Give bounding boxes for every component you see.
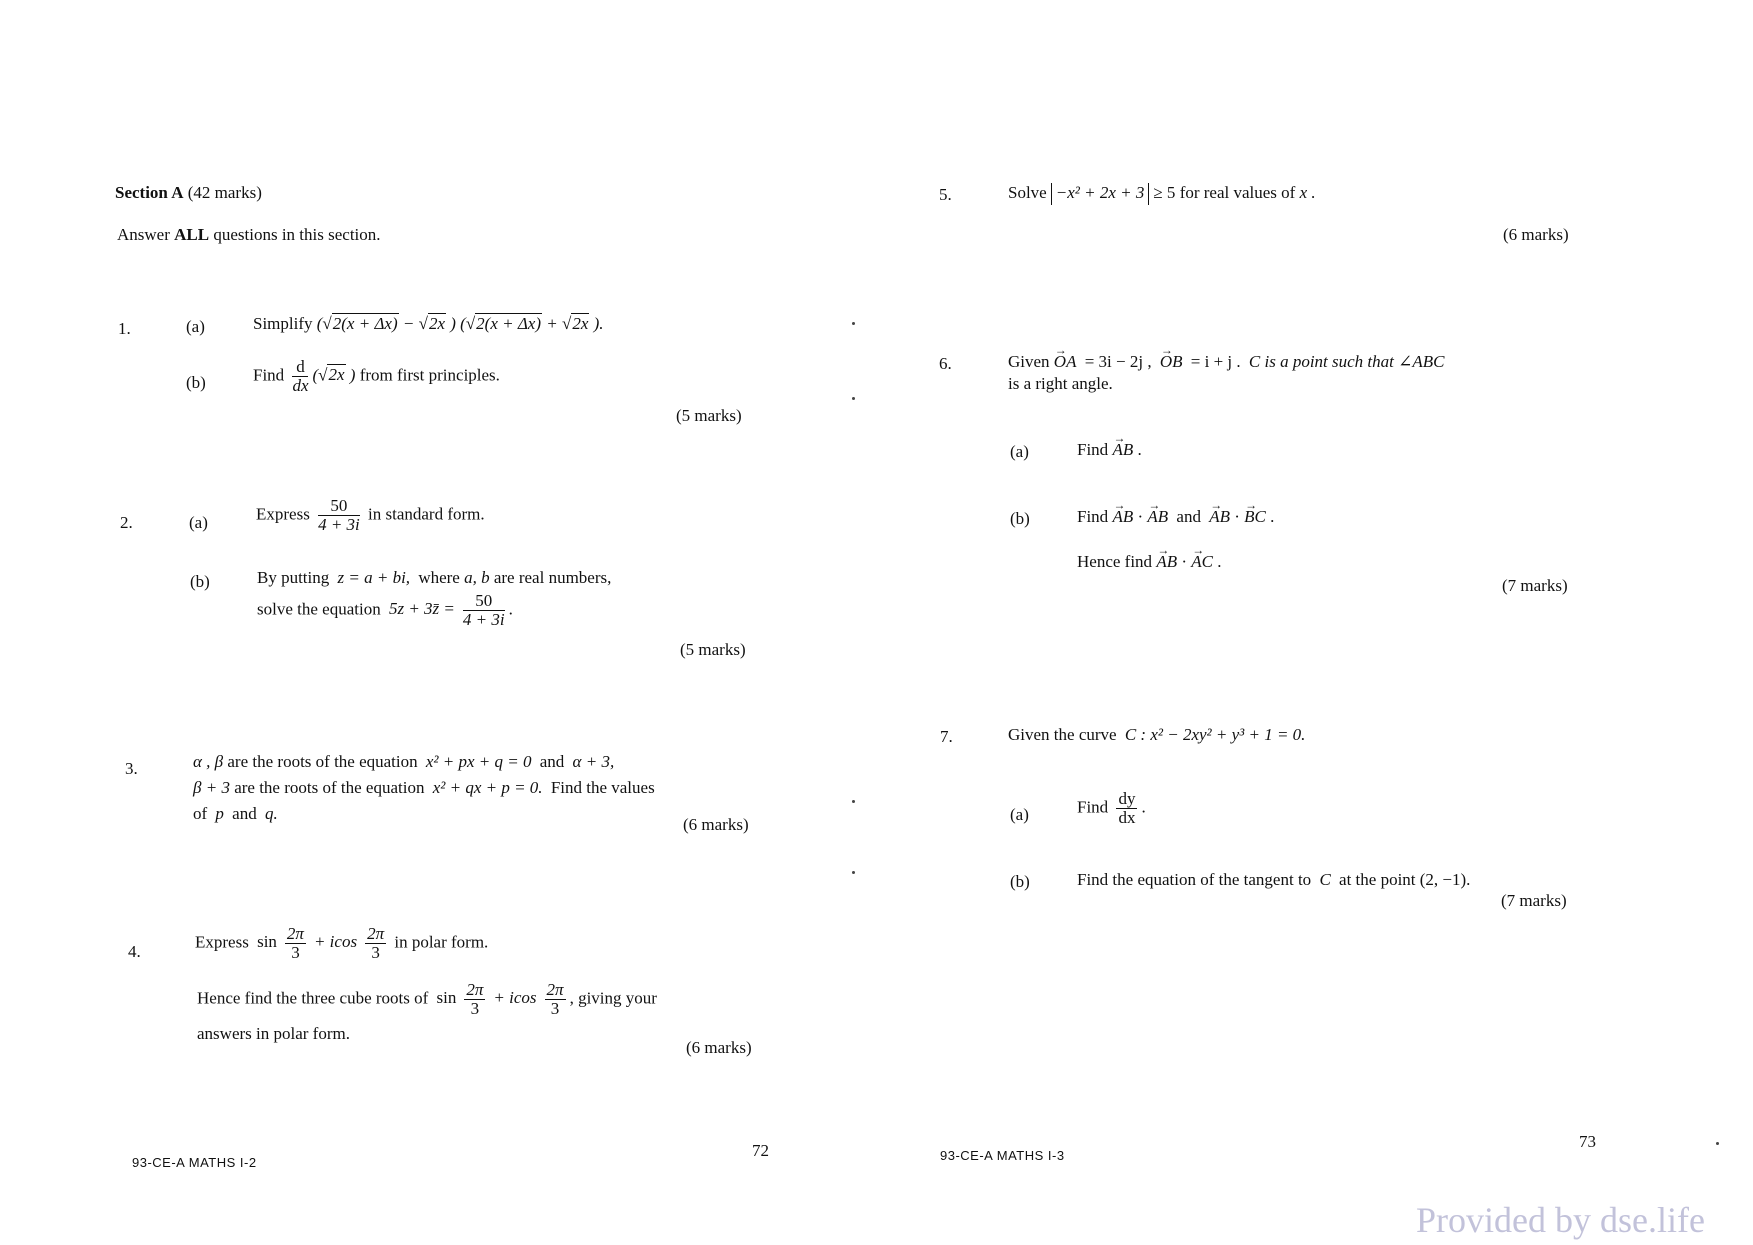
q7a-label: (a) <box>1010 805 1029 824</box>
q7-line1: Given the curve C : x² − 2xy² + y³ + 1 = 0. <box>1008 725 1306 744</box>
q2-marks: (5 marks) <box>680 640 746 659</box>
q4-line1: Express sin $\frac{2\pi}{3}$ + icos $\frac{2\pi}{3}$ in polar form. <box>195 924 489 962</box>
q1a-text <box>253 314 604 334</box>
q5-number: 5. <box>939 185 952 204</box>
q4-frac-1: $\frac{2\pi}{3}$ <box>286 924 304 962</box>
q4-line2: Hence find the three cube roots of sin $\frac{2\pi}{3}$ + icos $\frac{2\pi}{3}$ , giving your <box>197 980 657 1018</box>
q5-text: Solve −x² + 2x + 3 ≥ 5 for real values of x . <box>1008 183 1316 205</box>
q2b-line2: solve the equation 5z + 3z̄ = $\frac{50}{4 + 3i}$ . <box>257 591 513 629</box>
q6a-label: (a) <box>1010 442 1029 461</box>
q1b-label: (b) <box>186 373 206 392</box>
instruction-text-end: questions in this section. <box>213 225 381 244</box>
q1a-verb: Simplify <box>253 314 313 333</box>
q3-line2: β + 3 are the roots of the equation x² + qx + p = 0. Find the values <box>193 778 655 797</box>
q5-marks: (6 marks) <box>1503 225 1569 244</box>
q2a-text <box>256 497 485 534</box>
q7-marks: (7 marks) <box>1501 891 1567 910</box>
q6c-text: Hence find → AB · → AC . <box>1077 552 1222 572</box>
q6a-text: Find → AB . <box>1077 440 1142 460</box>
instruction-text: Answer <box>117 225 170 244</box>
right-footer-code: 93-CE-A MATHS I-3 <box>940 1148 1065 1163</box>
q4-frac-4: $\frac{2\pi}{3}$ <box>546 980 564 1018</box>
scan-speck <box>852 800 855 803</box>
scan-speck <box>1716 1142 1719 1145</box>
instruction-emphasis: ALL <box>174 225 210 244</box>
scan-speck <box>852 322 855 325</box>
q7a-text: Find $\frac{dy}{dx}$ . <box>1077 789 1146 827</box>
watermark: Provided by dse.life <box>1416 1200 1705 1240</box>
q2a-rest: in standard form. <box>368 504 485 524</box>
q6b-label: (b) <box>1010 509 1030 528</box>
q7b-text: Find the equation of the tangent to C at the point (2, −1). <box>1077 870 1471 889</box>
q1-number: 1. <box>118 319 131 338</box>
q3-line3: of p and q. <box>193 804 278 823</box>
q1b-expression: (√2x ) <box>312 365 356 385</box>
q6-line1: Given → OA = 3i − 2j , → OB = i + j . C is a point such that ∠ABC <box>1008 352 1444 372</box>
q1a-expression: (√2(x + Δx) − √2x ) (√2(x + Δx) + √2x ). <box>316 314 604 333</box>
q1b-derivative: $\frac{d}{dx}$ <box>292 357 309 395</box>
q2b-label: (b) <box>190 572 210 591</box>
q1-marks: (5 marks) <box>676 406 742 425</box>
q3-marks: (6 marks) <box>683 815 749 834</box>
q3-line1: α , β are the roots of the equation x² + px + q = 0 and α + 3, <box>193 752 615 771</box>
q2a-verb: Express <box>256 504 310 524</box>
section-heading <box>115 183 262 203</box>
vector-ob: → OB <box>1160 352 1183 372</box>
q7-number: 7. <box>940 727 953 746</box>
q1b-text <box>253 358 500 395</box>
vector-oa: → OA <box>1054 352 1077 372</box>
q2-number: 2. <box>120 513 133 532</box>
q4-number: 4. <box>128 942 141 961</box>
scan-speck <box>852 871 855 874</box>
q1b-rest: from first principles. <box>359 365 500 385</box>
scan-speck <box>852 397 855 400</box>
q2a-fraction: $\frac{50}{4 + 3i}$ <box>318 496 360 534</box>
q2a-label: (a) <box>189 513 208 532</box>
q3-number: 3. <box>125 759 138 778</box>
q6b-text: Find → AB · → AB and → AB · → BC . <box>1077 507 1274 527</box>
q7b-label: (b) <box>1010 872 1030 891</box>
section-title: Section A <box>115 183 184 202</box>
q4-frac-3: $\frac{2\pi}{3}$ <box>466 980 484 1018</box>
left-footer-code: 93-CE-A MATHS I-2 <box>132 1155 257 1170</box>
q6-line2: is a right angle. <box>1008 374 1113 393</box>
q6-number: 6. <box>939 354 952 373</box>
q7a-derivative: $\frac{dy}{dx}$ <box>1118 789 1136 827</box>
section-marks: (42 marks) <box>187 183 262 202</box>
left-page-number: 72 <box>752 1141 769 1160</box>
q4-line3: answers in polar form. <box>197 1024 350 1043</box>
section-instruction <box>117 225 381 245</box>
q2b-line1: By putting z = a + bi, where a, b are real numbers, <box>257 568 612 587</box>
right-page-number: 73 <box>1579 1132 1596 1151</box>
q4-marks: (6 marks) <box>686 1038 752 1057</box>
q6-marks: (7 marks) <box>1502 576 1568 595</box>
q4-frac-2: $\frac{2\pi}{3}$ <box>367 924 385 962</box>
q1a-label: (a) <box>186 317 205 336</box>
q1b-verb: Find <box>253 365 285 385</box>
q2b-fraction: $\frac{50}{4 + 3i}$ <box>462 591 505 629</box>
